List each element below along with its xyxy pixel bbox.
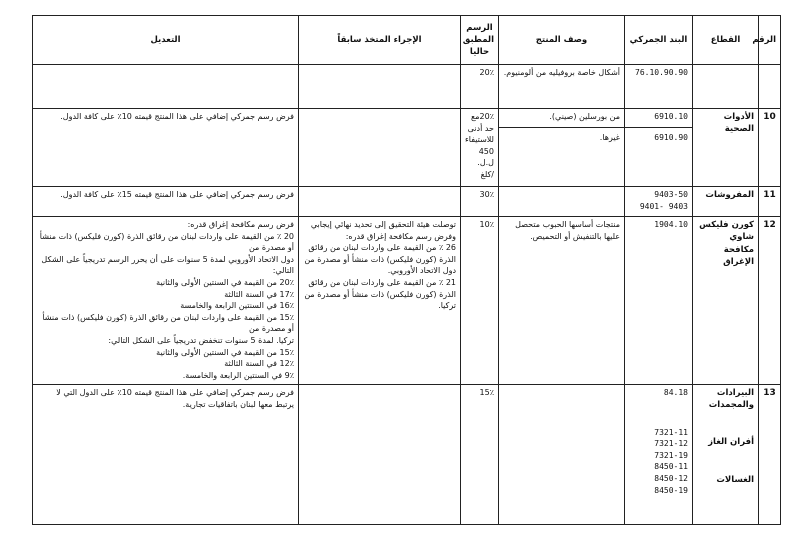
row-code: 76.10.90.90 — [625, 65, 693, 109]
previous-line: الذرة (كورن فليكس) ذات منشأ أو مصدرة من — [304, 289, 456, 299]
row-sector: الأدوات الصحية — [693, 109, 759, 187]
previous-line: توصلت هيئة التحقيق إلى تحديد نهائي إيجابي — [310, 220, 456, 229]
previous-line: وفرض رسم مكافحة إغراق قدره: — [345, 231, 456, 241]
amendment-line: 16٪ في السنتين الرابعة والخامسة — [180, 301, 294, 311]
row-desc — [499, 187, 625, 217]
header-fee: الرسم المطبق حاليا — [461, 16, 499, 65]
row-fee: 15٪ — [461, 385, 499, 525]
row-amendment: فرض رسم جمركي إضافي على هذا المنتج قيمته 15٪ على كافة الدول. — [33, 187, 299, 217]
previous-line: 21 ٪ من القيمة على واردات لبنان من رقائق — [308, 277, 456, 287]
table-row — [33, 217, 781, 385]
row-previous — [299, 217, 461, 385]
row-sector — [693, 65, 759, 109]
amendment-line: 15٪ من القيمة في السنتين الأولى والثانية — [156, 347, 294, 357]
row-desc — [499, 385, 625, 525]
row-previous — [299, 187, 461, 217]
row-sector: كورن فليكس شاوي مكافحة الإغراق — [693, 217, 759, 385]
table-row — [33, 187, 781, 217]
fee-line: /كلغ — [480, 169, 494, 179]
row-previous — [299, 65, 461, 109]
row-num — [759, 65, 781, 109]
fee-line: 20٪مع — [470, 112, 494, 121]
tariff-table — [32, 15, 781, 525]
row-sector: المفروشات — [693, 187, 759, 217]
row-sector — [693, 385, 759, 525]
row-fee: 30٪ — [461, 187, 499, 217]
sector-line: البيرادات والمجمدات — [708, 388, 754, 411]
amendment-line: 20 ٪ من القيمة على واردات لبنان من رقائق الذرة (كورن فليكس) ذات منشأ أو مصدرة من — [39, 231, 294, 253]
code-line: 9401- 9403 — [639, 201, 688, 211]
row-fee: 20٪ — [461, 65, 499, 109]
previous-line: الذرة (كورن فليكس) ذات منشأ أو مصدرة من — [304, 254, 456, 264]
row-num: 13 — [759, 385, 781, 525]
code-line: 7321-19 — [654, 450, 688, 460]
row-num: 10 — [759, 109, 781, 187]
header-previous: الإجراء المتخذ سابقاً — [299, 16, 461, 65]
sector-line: أفران الغاز — [708, 436, 754, 447]
amendment-line: دول الاتحاد الأوروبي لمدة 5 سنوات على أن يحرر الرسم تدريجياً على الشكل التالي: — [41, 254, 294, 276]
code-line: 6910.10 — [654, 112, 688, 121]
row-amendment — [33, 65, 299, 109]
desc-line: من بورسلين (صيني). — [549, 112, 620, 121]
amendment-line: 12٪ في السنة الثالثة — [224, 359, 294, 369]
row-num: 12 — [759, 217, 781, 385]
row-desc: منتجات أساسها الحبوب متحصل عليها بالتنفيش أو التحميص. — [499, 217, 625, 385]
row-desc — [499, 109, 625, 187]
row-amendment: فرض رسم جمركي إضافي على هذا المنتج قيمته 10٪ على كافة الدول. — [33, 109, 299, 187]
code-line: 7321-12 — [654, 439, 688, 449]
row-amendment: فرض رسم جمركي إضافي على هذا المنتج قيمته 10٪ على الدول التي لا يرتبط معها لبنان باتفاقيات تجارية. — [33, 385, 299, 525]
previous-line: 26 ٪ من القيمة على واردات لبنان من رقائق — [308, 243, 456, 253]
table-row — [33, 65, 781, 109]
amendment-line: 17٪ في السنة الثالثة — [224, 289, 294, 299]
code-line: 6910.90 — [654, 132, 688, 142]
table-row — [33, 109, 781, 187]
amendment-line: 20٪ من القيمة في السنتين الأولى والثانية — [156, 277, 294, 287]
code-line: 84.18 — [663, 388, 688, 397]
code-line: 8450-19 — [654, 485, 688, 495]
fee-line: للاستيفاء — [465, 135, 494, 145]
header-desc: وصف المنتج — [499, 16, 625, 65]
previous-line: تركيا. — [438, 301, 456, 311]
row-amendment — [33, 217, 299, 385]
sector-line: الغسالات — [716, 474, 754, 485]
header-row — [33, 16, 781, 65]
header-sector: القطاع — [693, 16, 759, 65]
header-amendment: التعديل — [33, 16, 299, 65]
fee-line: حد أدنى — [467, 123, 494, 133]
row-code — [625, 109, 693, 187]
header-code: البند الجمركي — [625, 16, 693, 65]
code-line: 9403-50 — [654, 190, 688, 199]
row-previous — [299, 385, 461, 525]
code-line: 8450-11 — [654, 462, 688, 472]
fee-line: ل.ل. — [477, 158, 494, 168]
row-code — [625, 385, 693, 525]
amendment-line: تركيا. لمدة 5 سنوات تنخفض تدريجياً على الشكل التالي: — [108, 335, 294, 345]
previous-line: دول الاتحاد الأوروبي. — [387, 266, 456, 276]
desc-line: غيرها. — [599, 132, 620, 142]
code-line: 7321-11 — [654, 427, 688, 437]
amendment-line: فرض رسم مكافحة إغراق قدره: — [187, 220, 294, 229]
row-fee: 10٪ — [461, 217, 499, 385]
row-code: 1904.10 — [625, 217, 693, 385]
row-previous — [299, 109, 461, 187]
amendment-line: 15٪ من القيمة على واردات لبنان من رقائق الذرة (كورن فليكس) ذات منشأ أو مصدرة من — [42, 312, 294, 334]
fee-line: 450 — [478, 146, 494, 156]
row-fee — [461, 109, 499, 187]
row-code — [625, 187, 693, 217]
row-desc: أشكال خاصة بروفيليه من ألومنيوم. — [499, 65, 625, 109]
table-row — [33, 385, 781, 525]
header-num: الرقم — [759, 16, 781, 65]
code-line: 8450-12 — [654, 473, 688, 483]
row-num: 11 — [759, 187, 781, 217]
amendment-line: 9٪ في السنتين الرابعة والخامسة. — [182, 370, 294, 380]
